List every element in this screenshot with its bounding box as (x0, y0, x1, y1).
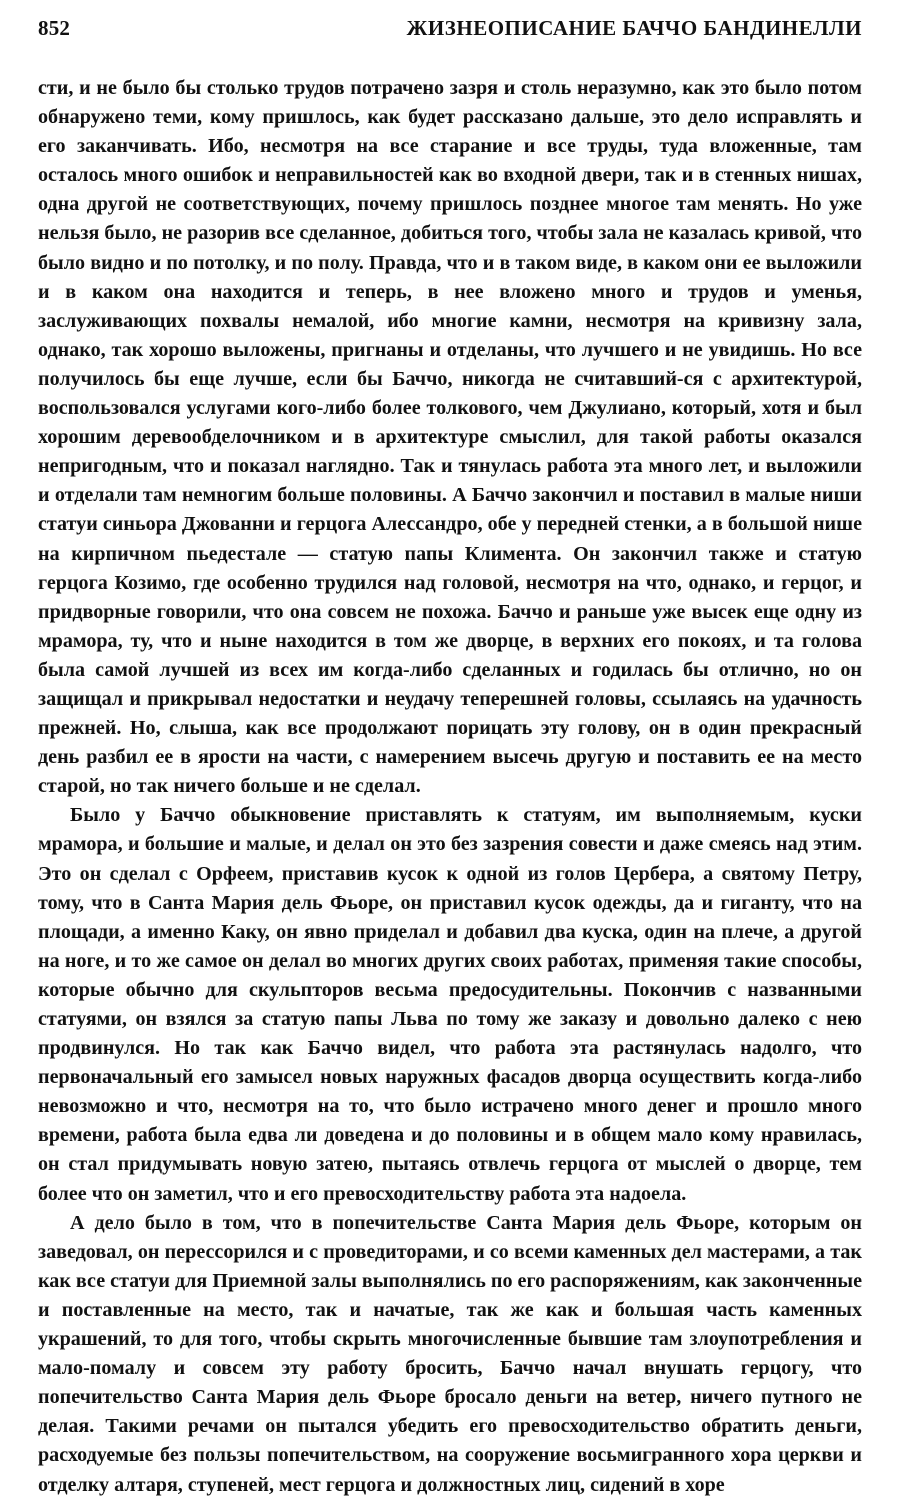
paragraph-2: Было у Баччо обыкновение приставлять к статуям, им выполняемым, куски мрамора, и большие и малые, и делал он это без зазрения совести и даже смеясь над этим. Это он сделал с Орфеем, приставив кусок к одной из голов Цербера, а святому Петру, тому, что в Санта Мария дель Фьоре, он приставил кусок одежды, да и гиганту, что на площади, а именно Каку, он явно приделал и добавил два куска, один на плече, а другой на ноге, и то же самое он делал во многих других своих работах, применяя такие способы, которые обычно для скульпторов весьма предосудительны. Покончив с названными статуями, он взялся за статую папы Льва по тому же заказу и довольно далеко с нею продвинулся. Но так как Баччо видел, что работа эта растянулась надолго, что первоначальный его замысел новых наружных фасадов дворца осуществить когда-либо невозможно и что, несмотря на то, что было истрачено много денег и прошло много времени, работа была едва ли доведена и до половины и в общем мало кому нравилась, он стал придумывать новую затею, пытаясь отвлечь герцога от мыслей о дворце, тем более что он заметил, что и его превосходительству работа эта надоела. (38, 804, 862, 1205)
running-title: ЖИЗНЕОПИСАНИЕ БАЧЧО БАНДИНЕЛЛИ (406, 16, 862, 40)
paragraph-1: сти, и не было бы столько трудов потрачено зазря и столь неразумно, как это было потом обнаружено теми, кому пришлось, как будет рассказано дальше, это дело исправлять и его заканчивать. Ибо, несмотря на все старание и все труды, туда вложенные, там осталось много ошибок и неправильностей как во входной двери, так и в стенных нишах, одна другой не соответствующих, почему пришлось позднее многое там менять. Но уже нельзя было, не разорив все сделанное, добиться того, чтобы зала не казалась кривой, что было видно и по потолку, и по полу. Правда, что и в таком виде, в каком они ее выложили и в каком она находится и теперь, в нее вложено много и трудов и уменья, заслуживающих похвалы немалой, ибо многие камни, несмотря на кривизну зала, однако, так хорошо выложены, пригнаны и отделаны, что лучшего и не увидишь. Но все получилось бы еще лучше, если бы Баччо, никогда не считавший-ся с архитектурой, воспользовался услугами кого-либо более толкового, чем Джулиано, который, хотя и был хорошим деревообделочником и в архитектуре смыслил, для такой работы оказался непригодным, что и показал наглядно. Так и тянулась работа эта много лет, и выложили и отделали там немногим больше половины. А Баччо закончил и поставил в малые ниши статуи синьора Джованни и герцога Алессандро, обе у передней стенки, а в большой нише на кирпичном пьедестале — статую папы Климента. Он закончил также и статую герцога Козимо, где особенно трудился над головой, несмотря на что, однако, и герцог, и придворные говорили, что она совсем не похожа. Баччо и раньше уже высек еще одну из мрамора, ту, что и ныне находится в том же дворце, в верхних его покоях, и та голова была самой лучшей из всех им когда-либо сделанных и годилась бы отлично, но он защищал и прикрывал недостатки и неудачу теперешней головы, ссылаясь на удачность прежней. Но, слыша, как все продолжают порицать эту голову, он в один прекрасный день разбил ее в ярости на части, с намерением высечь другую и поставить ее на место старой, но так ничего больше и не сделал. (38, 77, 862, 798)
paragraph-3: А дело было в том, что в попечительстве Санта Мария дель Фьоре, которым он заведовал, он перессорился и с проведиторами, и со всеми каменных дел мастерами, а так как все статуи для Приемной залы выполнялись по его распоряжениям, как законченные и поставленные на место, так и начатые, так же как и большая часть каменных украшений, то для того, чтобы скрыть многочисленные бывшие там злоупотребления и мало-помалу и совсем эту работу бросить, Баччо начал внушать герцогу, что попечительство Санта Мария дель Фьоре бросало деньги на ветер, ничего путного не делая. Такими речами он пытался убедить его превосходительство обратить деньги, расходуемые без пользы попечительством, на сооружение восьмигранного хора церкви и отделку алтаря, ступеней, мест герцога и должностных лиц, сидений в хоре (38, 1211, 862, 1496)
book-page (38, 10, 862, 1500)
page-number: 852 (38, 16, 71, 40)
body-text (38, 74, 862, 1500)
running-head (38, 10, 862, 46)
